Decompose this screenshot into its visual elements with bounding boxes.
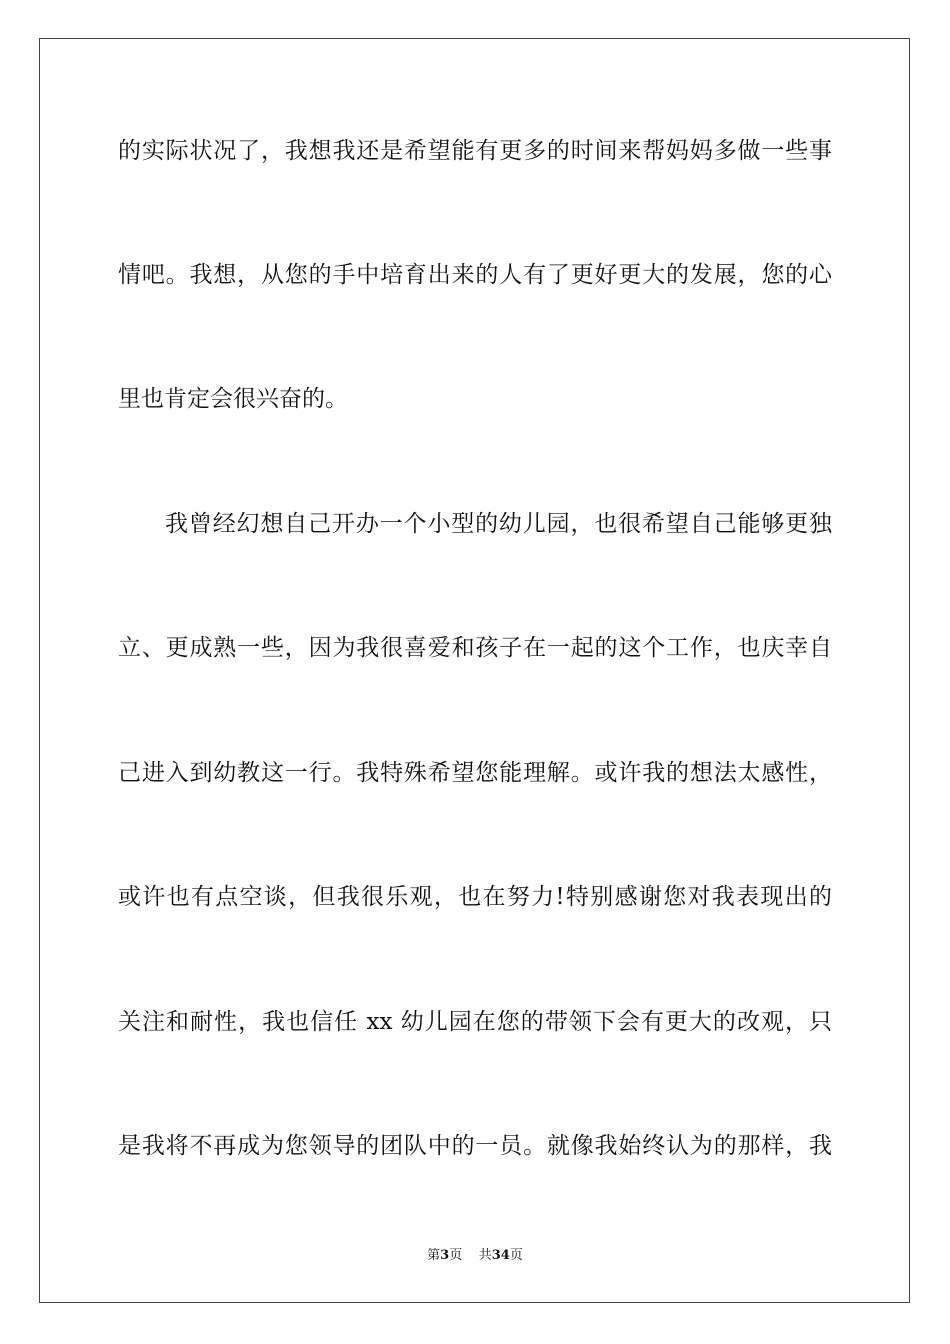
page-border (39, 38, 910, 1303)
page-total-count: 34 (491, 1248, 510, 1263)
text-line-1: 的实际状况了，我想我还是希望能有更多的时间来帮妈妈多做一些事 (118, 138, 832, 164)
page-number-unit: 页 (449, 1248, 463, 1263)
page-number-prefix: 第 (427, 1248, 441, 1263)
page-number-current: 3 (440, 1248, 450, 1263)
text-line-4: 我曾经幻想自己开办一个小型的幼儿园，也很希望自己能够更独 (165, 511, 832, 537)
text-line-7: 或许也有点空谈，但我很乐观，也在努力!特别感谢您对我表现出的 (118, 884, 832, 910)
text-line-5: 立、更成熟一些，因为我很喜爱和孩子在一起的这个工作，也庆幸自 (118, 635, 832, 661)
text-line-9: 是我将不再成为您领导的团队中的一员。就像我始终认为的那样，我 (118, 1133, 832, 1159)
text-line-6: 己进入到幼教这一行。我特殊希望您能理解。或许我的想法太感性， (118, 760, 832, 786)
text-line-2: 情吧。我想，从您的手中培育出来的人有了更好更大的发展，您的心 (118, 262, 832, 288)
text-line-3: 里也肯定会很兴奋的。 (118, 386, 348, 412)
page-footer (0, 1247, 950, 1265)
text-line-8: 关注和耐性，我也信任 xx 幼儿园在您的带领下会有更大的改观，只 (118, 1009, 832, 1035)
page-total-prefix: 共 (478, 1248, 492, 1263)
page-total-unit: 页 (509, 1248, 523, 1263)
